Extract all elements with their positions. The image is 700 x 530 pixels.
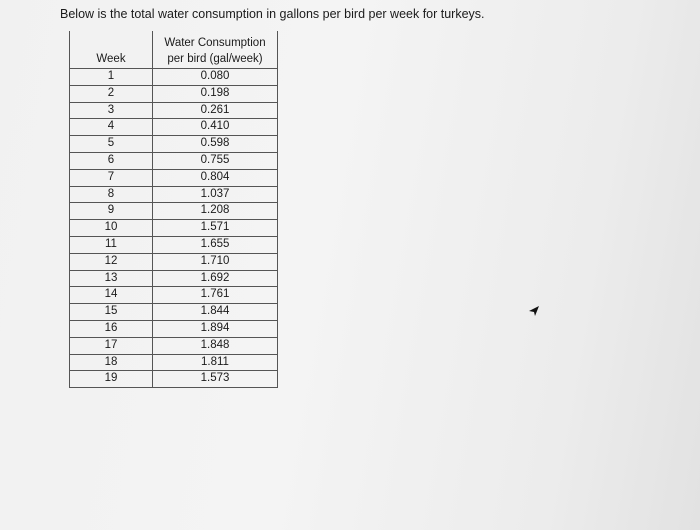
water-cell: 1.573 <box>153 371 278 388</box>
water-cell: 1.037 <box>153 186 278 203</box>
water-cell: 0.598 <box>153 136 278 153</box>
table-row <box>70 136 278 153</box>
table-row <box>70 371 278 388</box>
week-cell: 8 <box>70 186 153 203</box>
table-header-row <box>70 31 278 69</box>
week-cell: 12 <box>70 253 153 270</box>
table-row <box>70 102 278 119</box>
mouse-cursor-icon <box>528 305 540 317</box>
water-cell: 1.655 <box>153 236 278 253</box>
table-row <box>70 253 278 270</box>
table-row <box>70 152 278 169</box>
water-cell: 1.692 <box>153 270 278 287</box>
table-row <box>70 236 278 253</box>
table-row <box>70 354 278 371</box>
table-row <box>70 85 278 102</box>
table-row <box>70 270 278 287</box>
week-cell: 14 <box>70 287 153 304</box>
table-row <box>70 119 278 136</box>
water-cell: 1.811 <box>153 354 278 371</box>
week-cell: 15 <box>70 304 153 321</box>
water-cell: 1.710 <box>153 253 278 270</box>
table-row <box>70 304 278 321</box>
week-cell: 10 <box>70 220 153 237</box>
table-row <box>70 203 278 220</box>
week-cell: 13 <box>70 270 153 287</box>
water-cell: 0.198 <box>153 85 278 102</box>
water-cell: 1.208 <box>153 203 278 220</box>
week-cell: 11 <box>70 236 153 253</box>
table-row <box>70 69 278 86</box>
table-row <box>70 287 278 304</box>
water-consumption-table <box>69 31 278 388</box>
week-cell: 16 <box>70 320 153 337</box>
table-row <box>70 320 278 337</box>
table-row <box>70 337 278 354</box>
water-cell: 1.571 <box>153 220 278 237</box>
table-row <box>70 169 278 186</box>
water-cell: 0.410 <box>153 119 278 136</box>
table-row <box>70 186 278 203</box>
week-cell: 3 <box>70 102 153 119</box>
week-cell: 19 <box>70 371 153 388</box>
water-cell: 1.894 <box>153 320 278 337</box>
week-cell: 2 <box>70 85 153 102</box>
water-header-line1: Water Consumption <box>164 37 266 49</box>
intro-text: Below is the total water consumption in gallons per bird per week for turkeys. <box>60 7 485 21</box>
water-cell: 1.844 <box>153 304 278 321</box>
week-cell: 4 <box>70 119 153 136</box>
table-row <box>70 220 278 237</box>
water-cell: 0.755 <box>153 152 278 169</box>
week-cell: 18 <box>70 354 153 371</box>
week-cell: 7 <box>70 169 153 186</box>
water-cell: 0.261 <box>153 102 278 119</box>
water-cell: 1.761 <box>153 287 278 304</box>
week-cell: 9 <box>70 203 153 220</box>
week-header-label: Week <box>96 53 126 65</box>
week-cell: 17 <box>70 337 153 354</box>
water-header-line2: per bird (gal/week) <box>167 53 263 65</box>
week-cell: 6 <box>70 152 153 169</box>
week-column-header <box>70 31 153 69</box>
week-cell: 1 <box>70 69 153 86</box>
water-consumption-table-container <box>69 31 278 388</box>
water-column-header <box>153 31 278 69</box>
water-cell: 1.848 <box>153 337 278 354</box>
water-cell: 0.080 <box>153 69 278 86</box>
water-cell: 0.804 <box>153 169 278 186</box>
week-cell: 5 <box>70 136 153 153</box>
